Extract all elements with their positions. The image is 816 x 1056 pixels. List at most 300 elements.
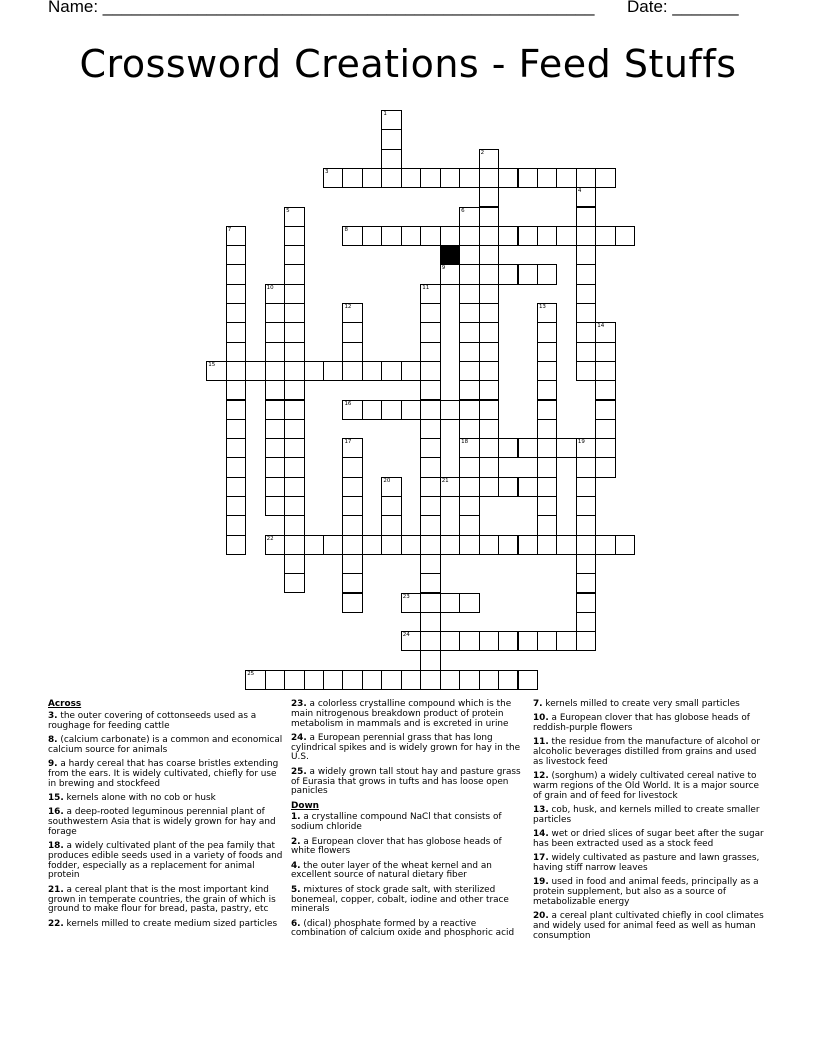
grid-cell[interactable]	[284, 303, 304, 323]
grid-cell[interactable]	[459, 631, 479, 651]
down-clue	[291, 862, 528, 882]
across-clue	[48, 920, 284, 930]
down-clue	[291, 838, 528, 858]
grid-cell[interactable]	[440, 264, 460, 284]
grid-cell[interactable]	[342, 593, 362, 613]
grid-cell[interactable]	[459, 342, 479, 362]
clue-number: 20	[383, 477, 391, 484]
grid-cell[interactable]	[362, 168, 382, 188]
clue-number: 11	[422, 284, 430, 291]
grid-cell[interactable]	[401, 400, 421, 420]
clue-number: 9.	[48, 758, 58, 769]
grid-cell[interactable]	[459, 284, 479, 304]
grid-cell[interactable]	[537, 535, 557, 555]
grid-cell[interactable]	[518, 631, 538, 651]
grid-cell[interactable]	[420, 303, 440, 323]
grid-cell[interactable]	[459, 322, 479, 342]
grid-cell[interactable]	[459, 515, 479, 535]
grid-cell[interactable]	[537, 438, 557, 458]
grid-cell[interactable]	[615, 226, 635, 246]
grid-cell[interactable]	[595, 380, 615, 400]
grid-cell[interactable]	[556, 438, 576, 458]
grid-cell[interactable]	[420, 515, 440, 535]
grid-cell[interactable]	[265, 361, 285, 381]
grid-cell[interactable]	[342, 515, 362, 535]
grid-cell[interactable]	[245, 361, 265, 381]
grid-cell[interactable]	[518, 438, 538, 458]
grid-cell[interactable]	[518, 535, 538, 555]
grid-cell[interactable]	[518, 477, 538, 497]
grid-cell[interactable]	[576, 361, 596, 381]
grid-cell[interactable]	[304, 535, 324, 555]
grid-cell[interactable]	[265, 303, 285, 323]
grid-cell[interactable]	[401, 593, 421, 613]
grid-cell[interactable]	[265, 457, 285, 477]
grid-cell[interactable]	[459, 535, 479, 555]
clue-number: 22	[266, 535, 274, 542]
grid-cell[interactable]	[595, 438, 615, 458]
grid-cell[interactable]	[459, 168, 479, 188]
grid-cell[interactable]	[381, 149, 401, 169]
grid-cell[interactable]	[440, 477, 460, 497]
grid-cell[interactable]	[342, 554, 362, 574]
grid-cell[interactable]	[420, 650, 440, 670]
grid-cell[interactable]	[420, 593, 440, 613]
grid-cell[interactable]	[265, 380, 285, 400]
grid-cell[interactable]	[459, 264, 479, 284]
grid-cell[interactable]	[440, 226, 460, 246]
grid-cell[interactable]	[401, 670, 421, 690]
grid-cell[interactable]	[362, 361, 382, 381]
grid-cell[interactable]	[440, 535, 460, 555]
grid-cell[interactable]	[420, 168, 440, 188]
grid-cell[interactable]	[537, 419, 557, 439]
grid-cell[interactable]	[381, 129, 401, 149]
grid-cell[interactable]	[459, 207, 479, 227]
grid-cell[interactable]	[479, 438, 499, 458]
grid-cell[interactable]	[226, 342, 246, 362]
clue-number: 9	[441, 265, 446, 272]
down-clue	[533, 830, 768, 850]
grid-cell[interactable]	[226, 380, 246, 400]
grid-cell[interactable]	[440, 631, 460, 651]
grid-cell[interactable]	[284, 457, 304, 477]
clue-number: 8	[344, 226, 348, 233]
grid-cell[interactable]	[323, 535, 343, 555]
grid-cell[interactable]	[576, 322, 596, 342]
grid-cell[interactable]	[498, 477, 518, 497]
grid-cell[interactable]	[284, 496, 304, 516]
grid-cell[interactable]	[479, 149, 499, 169]
across-clue	[48, 886, 284, 915]
grid-cell[interactable]	[265, 438, 285, 458]
grid-cell[interactable]	[459, 226, 479, 246]
across-clue	[48, 760, 284, 789]
grid-cell[interactable]	[498, 438, 518, 458]
grid-cell[interactable]	[576, 535, 596, 555]
grid-cell[interactable]	[323, 361, 343, 381]
grid-cell[interactable]	[576, 226, 596, 246]
grid-cell[interactable]	[342, 361, 362, 381]
grid-cell[interactable]	[595, 419, 615, 439]
grid-cell[interactable]	[342, 573, 362, 593]
grid-cell[interactable]	[226, 322, 246, 342]
clue-text: a cereal plant that is the most important kind grown in temperate countries, the grain of which is ground to make flour for bread, pasta, pastry, etc	[48, 884, 276, 915]
grid-cell[interactable]	[284, 670, 304, 690]
grid-cell[interactable]	[342, 496, 362, 516]
grid-cell[interactable]	[459, 670, 479, 690]
grid-cell[interactable]	[595, 226, 615, 246]
grid-cell[interactable]	[381, 226, 401, 246]
grid-cell[interactable]	[362, 400, 382, 420]
grid-cell[interactable]	[323, 670, 343, 690]
grid-cell[interactable]	[595, 342, 615, 362]
grid-cell[interactable]	[226, 496, 246, 516]
grid-cell[interactable]	[479, 342, 499, 362]
grid-cell[interactable]	[284, 477, 304, 497]
grid-cell[interactable]	[420, 226, 440, 246]
grid-cell[interactable]	[420, 438, 440, 458]
grid-cell[interactable]	[284, 342, 304, 362]
grid-cell[interactable]	[459, 496, 479, 516]
grid-cell[interactable]	[420, 535, 440, 555]
date-field: Date: _______	[627, 0, 739, 16]
grid-cell[interactable]	[226, 264, 246, 284]
clue-number: 23.	[291, 699, 307, 709]
grid-cell[interactable]	[265, 322, 285, 342]
grid-cell[interactable]	[420, 477, 440, 497]
grid-cell[interactable]	[381, 477, 401, 497]
page-title: Crossword Creations - Feed Stuffs	[79, 42, 737, 86]
grid-cell[interactable]	[459, 361, 479, 381]
clue-text: a widely cultivated plant of the pea family that produces edible seeds used in a variety of foods and fodder, especially as a replacement for animal protein	[48, 841, 283, 881]
grid-cell[interactable]	[284, 361, 304, 381]
grid-cell[interactable]	[537, 361, 557, 381]
grid-cell[interactable]	[420, 670, 440, 690]
grid-cell[interactable]	[556, 631, 576, 651]
grid-cell[interactable]	[498, 168, 518, 188]
grid-cell[interactable]	[576, 245, 596, 265]
grid-cell[interactable]	[420, 361, 440, 381]
grid-cell[interactable]	[401, 226, 421, 246]
grid-cell[interactable]	[556, 226, 576, 246]
grid-cell[interactable]	[479, 380, 499, 400]
grid-cell[interactable]	[479, 207, 499, 227]
grid-cell[interactable]	[265, 284, 285, 304]
grid-cell[interactable]	[595, 457, 615, 477]
grid-cell[interactable]	[556, 168, 576, 188]
grid-cell[interactable]	[265, 400, 285, 420]
grid-cell[interactable]	[537, 457, 557, 477]
grid-cell[interactable]	[420, 380, 440, 400]
grid-cell[interactable]	[381, 361, 401, 381]
grid-cell[interactable]	[245, 670, 265, 690]
grid-cell[interactable]	[342, 303, 362, 323]
grid-cell[interactable]	[595, 168, 615, 188]
clue-number: 22.	[48, 918, 64, 929]
grid-cell[interactable]	[265, 342, 285, 362]
grid-cell[interactable]	[381, 496, 401, 516]
clue-text: a colorless crystalline compound which is the main nitrogenous breakdown product of protein metabolism in mammals and is excreted in urine	[291, 699, 512, 729]
grid-cell[interactable]	[284, 573, 304, 593]
grid-cell[interactable]	[537, 380, 557, 400]
grid-cell[interactable]	[265, 477, 285, 497]
grid-cell[interactable]	[479, 226, 499, 246]
grid-cell[interactable]	[284, 400, 304, 420]
grid-cell[interactable]	[226, 245, 246, 265]
grid-cell[interactable]	[226, 535, 246, 555]
grid-cell[interactable]	[342, 535, 362, 555]
grid-cell[interactable]	[479, 361, 499, 381]
grid-cell[interactable]	[226, 226, 246, 246]
across-clue	[48, 842, 284, 881]
grid-cell[interactable]	[284, 226, 304, 246]
grid-cell[interactable]	[459, 380, 479, 400]
clues-column-1	[48, 700, 284, 934]
clue-number: 24	[402, 632, 410, 639]
grid-cell[interactable]	[537, 264, 557, 284]
grid-cell[interactable]	[226, 400, 246, 420]
grid-cell[interactable]	[556, 535, 576, 555]
grid-cell[interactable]	[595, 400, 615, 420]
grid-cell[interactable]	[459, 457, 479, 477]
grid-cell[interactable]	[576, 496, 596, 516]
across-clue	[48, 736, 284, 756]
clue-text: a crystalline compound NaCl that consists of sodium chloride	[291, 812, 502, 833]
grid-cell[interactable]	[576, 207, 596, 227]
grid-cell[interactable]	[440, 670, 460, 690]
grid-cell[interactable]	[362, 226, 382, 246]
grid-cell[interactable]	[420, 631, 440, 651]
grid-cell[interactable]	[381, 515, 401, 535]
grid-cell[interactable]	[576, 303, 596, 323]
grid-cell[interactable]	[420, 612, 440, 632]
grid-cell[interactable]	[537, 631, 557, 651]
grid-cell[interactable]	[226, 457, 246, 477]
grid-cell[interactable]	[265, 419, 285, 439]
grid-cell[interactable]	[479, 245, 499, 265]
grid-cell[interactable]	[284, 322, 304, 342]
down-clue	[533, 714, 768, 734]
grid-cell[interactable]	[381, 110, 401, 130]
grid-cell[interactable]	[420, 496, 440, 516]
clue-number: 6.	[291, 918, 301, 929]
grid-cell[interactable]	[284, 419, 304, 439]
grid-cell[interactable]	[537, 477, 557, 497]
grid-cell[interactable]	[284, 554, 304, 574]
grid-cell[interactable]	[459, 593, 479, 613]
grid-cell[interactable]	[342, 168, 362, 188]
grid-cell[interactable]	[576, 438, 596, 458]
grid-cell[interactable]	[284, 380, 304, 400]
grid-cell[interactable]	[498, 264, 518, 284]
clue-text: a deep-rooted leguminous perennial plant of southwestern Asia that is widely grown for hay and forage	[48, 807, 276, 837]
clue-text: used in food and animal feeds, principally as a protein supplement, but also as a source of metabolizable energy	[533, 877, 759, 908]
grid-cell[interactable]	[537, 168, 557, 188]
grid-cell[interactable]	[206, 361, 226, 381]
grid-cell[interactable]	[518, 168, 538, 188]
grid-cell[interactable]	[576, 342, 596, 362]
grid-cell[interactable]	[342, 457, 362, 477]
grid-cell[interactable]	[440, 168, 460, 188]
grid-cell[interactable]	[615, 535, 635, 555]
grid-cell[interactable]	[576, 264, 596, 284]
clue-text: a widely grown tall stout hay and pasture grass of Eurasia that grows in tufts and has loose open panicles	[291, 766, 521, 797]
grid-cell[interactable]	[479, 284, 499, 304]
grid-cell[interactable]	[284, 284, 304, 304]
grid-cell[interactable]	[537, 303, 557, 323]
grid-cell[interactable]	[537, 322, 557, 342]
grid-cell[interactable]	[420, 419, 440, 439]
grid-cell[interactable]	[420, 400, 440, 420]
clue-number: 5.	[291, 884, 301, 895]
grid-cell[interactable]	[479, 535, 499, 555]
grid-cell[interactable]	[537, 515, 557, 535]
grid-cell[interactable]	[284, 245, 304, 265]
grid-cell[interactable]	[576, 631, 596, 651]
grid-cell[interactable]	[401, 535, 421, 555]
grid-cell[interactable]	[576, 477, 596, 497]
grid-cell[interactable]	[595, 361, 615, 381]
grid-cell[interactable]	[420, 284, 440, 304]
grid-cell[interactable]	[284, 264, 304, 284]
grid-cell[interactable]	[479, 187, 499, 207]
grid-cell[interactable]	[401, 631, 421, 651]
grid-cell[interactable]	[226, 361, 246, 381]
grid-cell[interactable]	[459, 477, 479, 497]
down-clue	[533, 772, 768, 801]
grid-cell[interactable]	[284, 515, 304, 535]
clue-text: the residue from the manufacture of alcohol or alcoholic beverages distilled from grains and used as livestock feed	[533, 737, 760, 767]
clue-text: a European clover that has globose heads of reddish-purple flowers	[533, 713, 750, 734]
down-clue	[291, 813, 528, 833]
grid-cell[interactable]	[420, 573, 440, 593]
grid-cell[interactable]	[440, 593, 460, 613]
clue-number: 10	[266, 284, 274, 291]
grid-cell[interactable]	[265, 670, 285, 690]
grid-cell[interactable]	[576, 515, 596, 535]
grid-cell[interactable]	[381, 670, 401, 690]
grid-cell[interactable]	[342, 342, 362, 362]
clue-text: mixtures of stock grade salt, with sterilized bonemeal, copper, cobalt, iodine and other trace minerals	[291, 884, 509, 915]
clue-number: 21	[441, 477, 449, 484]
grid-cell[interactable]	[362, 670, 382, 690]
grid-cell[interactable]	[576, 457, 596, 477]
grid-cell[interactable]	[479, 303, 499, 323]
grid-cell[interactable]	[595, 535, 615, 555]
grid-cell[interactable]	[595, 322, 615, 342]
clue-text: a cereal plant cultivated chiefly in cool climates and widely used for animal feed as well as human consumption	[533, 911, 764, 941]
grid-cell[interactable]	[226, 515, 246, 535]
across-clue	[291, 768, 528, 797]
grid-cell[interactable]	[420, 342, 440, 362]
grid-cell[interactable]	[459, 400, 479, 420]
grid-cell[interactable]	[576, 593, 596, 613]
grid-cell[interactable]	[342, 226, 362, 246]
grid-cell[interactable]	[226, 419, 246, 439]
grid-cell[interactable]	[537, 400, 557, 420]
grid-cell[interactable]	[459, 303, 479, 323]
grid-cell[interactable]	[479, 400, 499, 420]
grid-cell[interactable]	[226, 477, 246, 497]
grid-cell[interactable]	[440, 400, 460, 420]
grid-cell[interactable]	[323, 168, 343, 188]
grid-cell[interactable]	[479, 670, 499, 690]
grid-cell[interactable]	[518, 226, 538, 246]
grid-cell[interactable]	[479, 419, 499, 439]
grid-cell[interactable]	[498, 226, 518, 246]
grid-cell[interactable]	[401, 168, 421, 188]
grid-cell[interactable]	[342, 670, 362, 690]
grid-cell[interactable]	[537, 226, 557, 246]
grid-cell[interactable]	[304, 670, 324, 690]
grid-cell[interactable]	[576, 187, 596, 207]
grid-cell[interactable]	[381, 168, 401, 188]
grid-cell[interactable]	[226, 303, 246, 323]
grid-cell[interactable]	[226, 438, 246, 458]
grid-cell[interactable]	[420, 457, 440, 477]
grid-cell[interactable]	[342, 438, 362, 458]
grid-cell[interactable]	[498, 670, 518, 690]
grid-cell[interactable]	[576, 168, 596, 188]
grid-cell[interactable]	[479, 322, 499, 342]
grid-cell[interactable]	[459, 438, 479, 458]
grid-cell[interactable]	[479, 631, 499, 651]
grid-cell[interactable]	[479, 168, 499, 188]
grid-cell[interactable]	[342, 322, 362, 342]
grid-cell[interactable]	[479, 264, 499, 284]
clue-number: 20.	[533, 911, 549, 922]
grid-cell[interactable]	[226, 284, 246, 304]
clue-text: kernels milled to create medium sized particles	[63, 918, 278, 929]
grid-cell[interactable]	[284, 535, 304, 555]
grid-cell[interactable]	[304, 361, 324, 381]
grid-cell[interactable]	[459, 419, 479, 439]
grid-cell[interactable]	[265, 535, 285, 555]
grid-cell[interactable]	[537, 342, 557, 362]
grid-cell[interactable]	[518, 670, 538, 690]
grid-cell[interactable]	[420, 322, 440, 342]
across-clue	[48, 808, 284, 837]
clue-number: 14.	[533, 829, 549, 840]
grid-cell[interactable]	[381, 400, 401, 420]
grid-cell[interactable]	[498, 535, 518, 555]
grid-cell[interactable]	[342, 477, 362, 497]
grid-cell[interactable]	[420, 554, 440, 574]
grid-cell[interactable]	[362, 535, 382, 555]
clue-text: widely cultivated as pasture and lawn grasses, having stiff narrow leaves	[533, 853, 760, 874]
clue-number: 5	[286, 207, 290, 214]
grid-cell[interactable]	[401, 361, 421, 381]
grid-cell[interactable]	[576, 612, 596, 632]
grid-cell[interactable]	[518, 264, 538, 284]
grid-cell[interactable]	[381, 535, 401, 555]
grid-cell[interactable]	[479, 477, 499, 497]
clue-text: kernels milled to create very small particles	[542, 699, 740, 709]
grid-cell[interactable]	[498, 631, 518, 651]
grid-cell[interactable]	[576, 573, 596, 593]
grid-cell[interactable]	[576, 284, 596, 304]
grid-cell[interactable]	[537, 496, 557, 516]
grid-cell[interactable]	[479, 457, 499, 477]
grid-cell[interactable]	[459, 245, 479, 265]
grid-cell[interactable]	[284, 438, 304, 458]
grid-cell[interactable]	[342, 400, 362, 420]
grid-cell[interactable]	[576, 554, 596, 574]
grid-black-cell	[440, 245, 460, 265]
grid-cell[interactable]	[265, 496, 285, 516]
grid-cell[interactable]	[284, 207, 304, 227]
